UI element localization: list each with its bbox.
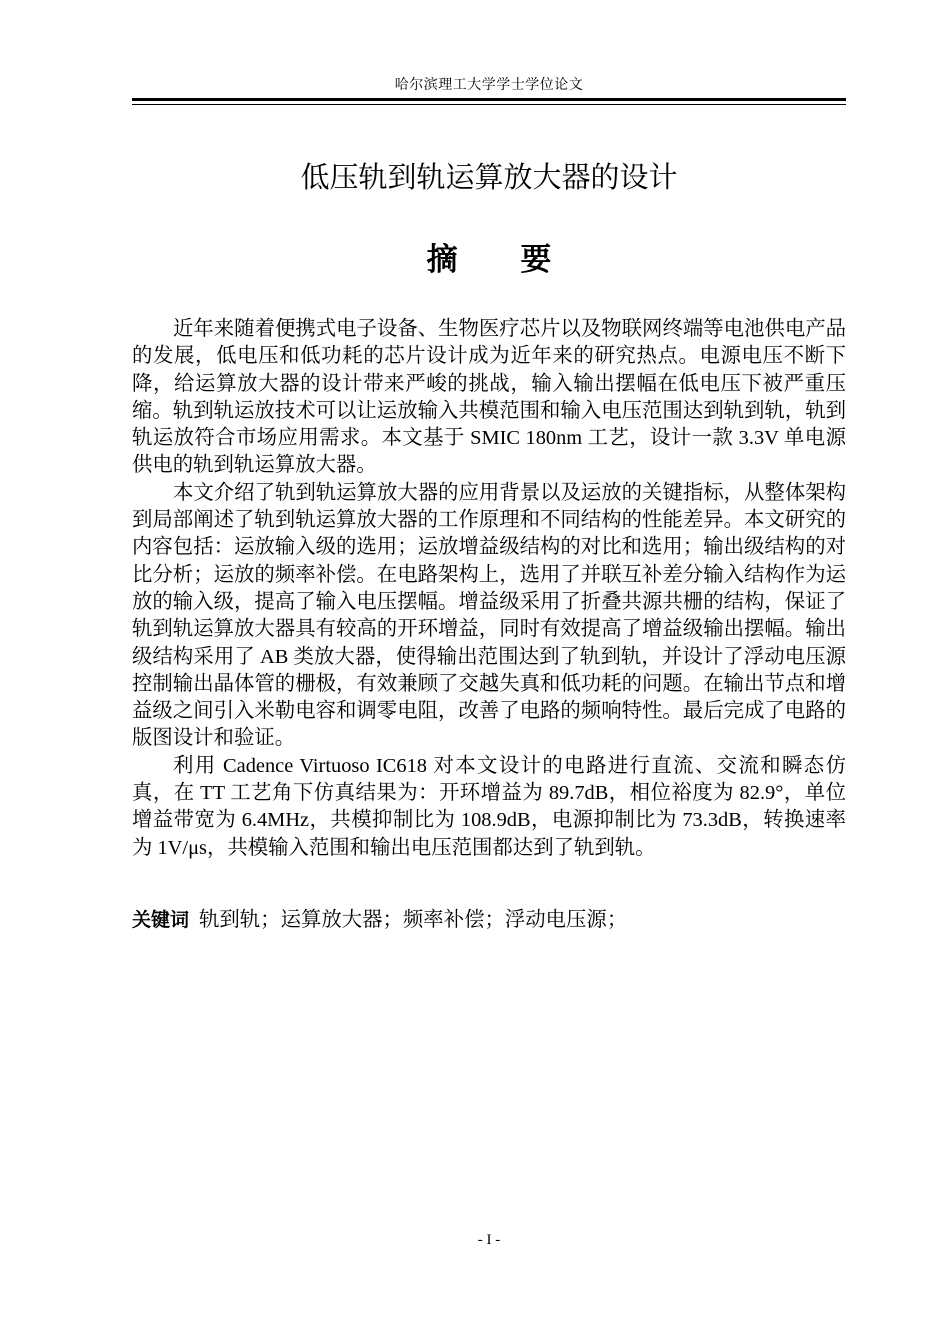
keywords-label: 关键词 — [132, 909, 190, 931]
abstract-paragraph-2: 本文介绍了轨到轨运算放大器的应用背景以及运放的关键指标，从整体架构到局部阐述了轨到轨运算放大器的工作原理和不同结构的性能差异。本文研究的内容包括：运放输入级的选用；运放增益级结构的对比和选用；输出级结构的对比分析；运放的频率补偿。在电路架构上，选用了并联互补差分输入结构作为运放的输入级，提高了输入电压摆幅。增益级采用了折叠共源共栅的结构，保证了轨到轨运算放大器具有较高的开环增益，同时有效提高了增益级输出摆幅。输出级结构采用了 AB 类放大器，使得输出范围达到了轨到轨，并设计了浮动电压源控制输出晶体管的栅极，有效兼顾了交越失真和低功耗的问题。在输出节点和增益级之间引入米勒电容和调零电阻，改善了电路的频响特性。最后完成了电路的版图设计和验证。 — [132, 481, 846, 750]
abstract-paragraph-1: 近年来随着便携式电子设备、生物医疗芯片以及物联网终端等电池供电产品的发展，低电压和低功耗的芯片设计成为近年来的研究热点。电源电压不断下降，给运算放大器的设计带来严峻的挑战，输入输出摆幅在低电压下被严重压缩。轨到轨运放技术可以让运放输入共模范围和输入电压范围达到轨到轨，轨到轨运放符合市场应用需求。本文基于 SMIC 180nm 工艺，设计一款 3.3V 单电源供电的轨到轨运算放大器。 — [132, 318, 846, 477]
keywords-line — [132, 906, 846, 934]
header-rule-thin — [132, 104, 846, 105]
abstract-paragraph-3: 利用 Cadence Virtuoso IC618 对本文设计的电路进行直流、交流和瞬态仿真，在 TT 工艺角下仿真结果为：开环增益为 89.7dB，相位裕度为 82.9°，单位增益带宽为 6.4MHz，共模抑制比为 108.9dB，电源抑制比为 73.3dB，转换速率为 1V/μs，共模输入范围和输出电压范围都达到了轨到轨。 — [132, 754, 846, 859]
thesis-title: 低压轨到轨运算放大器的设计 — [300, 160, 678, 194]
abstract-body — [132, 316, 846, 862]
header-rule-thick — [132, 98, 846, 101]
page-number: - I - — [477, 1232, 501, 1248]
keywords-text: 轨到轨；运算放大器；频率补偿；浮动电压源； — [199, 909, 628, 931]
abstract-heading: 摘 要 — [426, 242, 578, 278]
running-header: 哈尔滨理工大学学士学位论文 — [394, 78, 584, 93]
